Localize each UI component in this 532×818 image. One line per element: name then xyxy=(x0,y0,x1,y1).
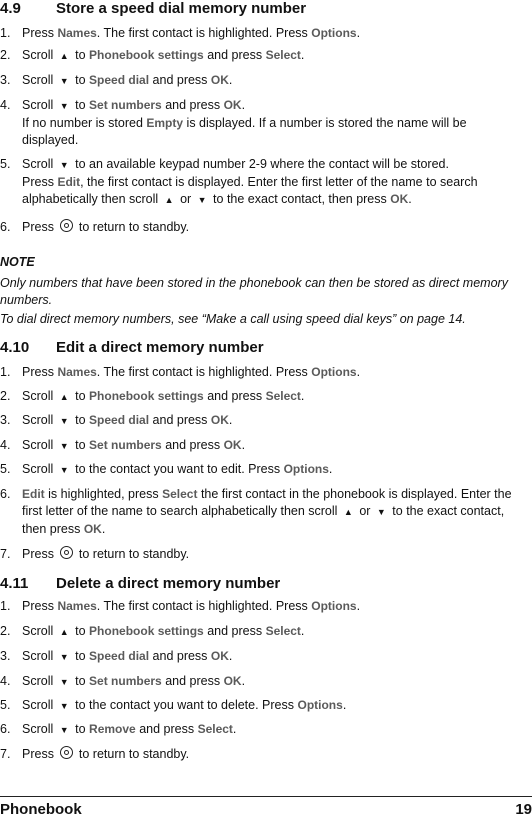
step-body xyxy=(22,673,522,691)
step-text: to xyxy=(71,413,90,427)
instruction-step xyxy=(0,219,522,236)
ui-label: OK xyxy=(223,438,242,452)
ui-label: Edit xyxy=(57,175,81,189)
note-line: To dial direct memory numbers, see “Make a call using speed dial keys” on page 14. xyxy=(0,312,466,326)
step-text: and press xyxy=(135,722,198,736)
instruction-step xyxy=(0,47,522,65)
step-body xyxy=(22,697,522,715)
instruction-step xyxy=(0,412,522,430)
step-text: . The first contact is highlighted. Press xyxy=(96,365,312,379)
arrow-down-icon: ▼ xyxy=(59,416,69,426)
ui-label: OK xyxy=(210,413,229,427)
step-body xyxy=(22,72,522,90)
step-number: 7. xyxy=(0,547,11,561)
arrow-down-icon: ▼ xyxy=(59,725,69,735)
step-body xyxy=(22,97,522,149)
ui-label: Select xyxy=(197,722,233,736)
instruction-step xyxy=(0,156,522,209)
ui-label: Options xyxy=(283,462,329,476)
step-detail xyxy=(22,115,522,149)
step-text: Press xyxy=(22,547,58,561)
footer-rule xyxy=(0,796,532,797)
step-text: and press xyxy=(149,649,211,663)
section-title: Store a speed dial memory number xyxy=(56,0,307,17)
ui-label: Phonebook settings xyxy=(89,624,204,638)
section-heading xyxy=(0,0,522,18)
step-body xyxy=(22,25,522,42)
step-number: 3. xyxy=(0,73,11,87)
step-text: . xyxy=(356,26,361,40)
end-call-key-icon xyxy=(60,219,73,232)
section-number: 4.11 xyxy=(0,575,29,592)
instruction-step xyxy=(0,461,522,479)
instruction-step xyxy=(0,97,522,149)
step-text: . The first contact is highlighted. Press xyxy=(96,26,312,40)
step-body xyxy=(22,746,522,763)
instruction-step xyxy=(0,623,522,641)
page-number: 19 xyxy=(515,801,532,818)
instruction-step xyxy=(0,364,522,381)
ui-label: Phonebook settings xyxy=(89,48,204,62)
step-text: to xyxy=(71,722,90,736)
instruction-step xyxy=(0,721,522,739)
ui-label: Speed dial xyxy=(89,73,150,87)
step-text: . The first contact is highlighted. Press xyxy=(96,599,312,613)
step-text: to the exact contact, then press xyxy=(209,192,391,206)
note-line: Only numbers that have been stored in the phonebook can then be stored as direct memory numbers. xyxy=(0,276,508,307)
instruction-step xyxy=(0,437,522,455)
ui-label: Speed dial xyxy=(89,649,150,663)
instruction-step xyxy=(0,673,522,691)
ui-label: Speed dial xyxy=(89,413,150,427)
ui-label: Remove xyxy=(89,722,136,736)
step-text: and press xyxy=(149,73,211,87)
ui-label: Options xyxy=(311,599,357,613)
step-number: 5. xyxy=(0,157,11,171)
step-text: Press xyxy=(22,26,58,40)
step-text: Scroll xyxy=(22,698,57,712)
step-text: Scroll xyxy=(22,389,57,403)
page-footer xyxy=(0,801,532,818)
step-text: and press xyxy=(161,98,224,112)
step-text: . xyxy=(241,98,246,112)
step-number: 2. xyxy=(0,389,11,403)
step-detail xyxy=(22,174,522,209)
step-text: Scroll xyxy=(22,438,57,452)
step-body xyxy=(22,486,522,538)
step-body xyxy=(22,388,522,406)
step-text: to return to standby. xyxy=(75,547,190,561)
step-number: 7. xyxy=(0,747,11,761)
step-text: to the contact you want to edit. Press xyxy=(71,462,284,476)
ui-label: OK xyxy=(210,649,229,663)
note-block xyxy=(0,255,522,328)
step-text: . xyxy=(356,599,361,613)
step-text: and press xyxy=(203,48,266,62)
step-text: to return to standby. xyxy=(75,747,190,761)
step-text: . xyxy=(408,192,412,206)
arrow-up-icon: ▲ xyxy=(343,507,353,517)
step-body xyxy=(22,156,522,209)
arrow-down-icon: ▼ xyxy=(59,441,69,451)
step-body xyxy=(22,623,522,641)
step-body xyxy=(22,598,522,615)
step-text: to xyxy=(71,48,90,62)
step-text: to xyxy=(71,98,90,112)
step-text: . xyxy=(300,624,305,638)
step-text: or xyxy=(355,504,374,518)
step-body xyxy=(22,437,522,455)
step-text: Press xyxy=(22,365,58,379)
step-number: 1. xyxy=(0,599,11,613)
arrow-down-icon: ▼ xyxy=(59,465,69,475)
end-call-key-icon xyxy=(60,746,73,759)
step-text: . xyxy=(228,73,233,87)
step-number: 2. xyxy=(0,48,11,62)
step-text: . xyxy=(342,698,347,712)
step-body xyxy=(22,648,522,666)
step-number: 3. xyxy=(0,413,11,427)
step-text: Scroll xyxy=(22,98,57,112)
section-store-speed-dial xyxy=(0,0,522,234)
footer-chapter: Phonebook xyxy=(0,801,82,818)
ui-label: Set numbers xyxy=(89,438,162,452)
step-body xyxy=(22,546,522,563)
step-text: Press xyxy=(22,175,58,189)
instruction-step xyxy=(0,648,522,666)
step-text: . xyxy=(300,48,305,62)
step-text: Scroll xyxy=(22,624,57,638)
step-text: Press xyxy=(22,220,58,234)
ui-label: Set numbers xyxy=(89,674,162,688)
arrow-down-icon: ▼ xyxy=(59,76,69,86)
step-text: . xyxy=(356,365,361,379)
step-text: and press xyxy=(161,674,224,688)
ui-label: Options xyxy=(311,26,357,40)
instruction-step xyxy=(0,546,522,563)
arrow-down-icon: ▼ xyxy=(59,652,69,662)
section-heading xyxy=(0,339,522,357)
step-text: If no number is stored xyxy=(22,116,147,130)
instruction-step xyxy=(0,25,522,42)
step-number: 6. xyxy=(0,220,11,234)
ui-label: Select xyxy=(265,48,301,62)
instruction-step xyxy=(0,746,522,763)
arrow-up-icon: ▲ xyxy=(164,195,174,205)
step-text: to the contact you want to delete. Press xyxy=(71,698,298,712)
step-number: 6. xyxy=(0,722,11,736)
step-text: and press xyxy=(161,438,224,452)
step-text: . xyxy=(241,438,246,452)
step-text: Press xyxy=(22,747,58,761)
step-text: the first contact in the phonebook is displayed. Enter the first letter of the name to search alphabetically then scroll xyxy=(22,487,512,518)
step-body xyxy=(22,461,522,479)
arrow-down-icon: ▼ xyxy=(376,507,386,517)
arrow-up-icon: ▲ xyxy=(59,51,69,61)
ui-label: Options xyxy=(311,365,357,379)
instruction-step xyxy=(0,598,522,615)
ui-label: OK xyxy=(83,522,102,536)
step-text: . xyxy=(328,462,333,476)
note-title: NOTE xyxy=(0,255,35,269)
instruction-step xyxy=(0,697,522,715)
step-text: . xyxy=(241,674,246,688)
instruction-step xyxy=(0,72,522,90)
section-title: Delete a direct memory number xyxy=(56,575,281,592)
step-number: 4. xyxy=(0,674,11,688)
step-text: . xyxy=(228,413,233,427)
step-body xyxy=(22,721,522,739)
ui-label: Phonebook settings xyxy=(89,389,204,403)
step-text: and press xyxy=(149,413,211,427)
step-text: Scroll xyxy=(22,722,57,736)
arrow-down-icon: ▼ xyxy=(59,701,69,711)
step-text: to return to standby. xyxy=(75,220,190,234)
step-text: is displayed. If a number is stored the name will be displayed. xyxy=(22,116,467,147)
step-text: to an available keypad number 2-9 where the contact will be stored. xyxy=(71,157,449,171)
step-number: 6. xyxy=(0,487,11,501)
step-text: Scroll xyxy=(22,462,57,476)
step-text: or xyxy=(176,192,195,206)
ui-label: OK xyxy=(223,674,242,688)
arrow-up-icon: ▲ xyxy=(59,392,69,402)
ui-label: Names xyxy=(57,26,97,40)
section-number: 4.9 xyxy=(0,0,21,17)
step-body xyxy=(22,364,522,381)
ui-label: Select xyxy=(265,389,301,403)
step-text: Scroll xyxy=(22,48,57,62)
step-text: Press xyxy=(22,599,58,613)
ui-label: Edit xyxy=(22,487,45,501)
step-text: to xyxy=(71,438,90,452)
ui-label: Names xyxy=(57,365,97,379)
ui-label: Select xyxy=(162,487,198,501)
arrow-down-icon: ▼ xyxy=(197,195,207,205)
arrow-up-icon: ▲ xyxy=(59,627,69,637)
instruction-step xyxy=(0,388,522,406)
step-number: 4. xyxy=(0,438,11,452)
section-delete-direct-memory xyxy=(0,575,522,761)
ui-label: OK xyxy=(390,192,409,206)
step-number: 5. xyxy=(0,698,11,712)
step-number: 4. xyxy=(0,98,11,112)
step-number: 3. xyxy=(0,649,11,663)
instruction-step xyxy=(0,486,522,538)
step-text: to xyxy=(71,649,90,663)
ui-label: Select xyxy=(265,624,301,638)
step-text: to xyxy=(71,624,90,638)
arrow-down-icon: ▼ xyxy=(59,677,69,687)
step-text: Scroll xyxy=(22,73,57,87)
step-text: and press xyxy=(203,624,266,638)
step-number: 1. xyxy=(0,26,11,40)
step-number: 5. xyxy=(0,462,11,476)
step-text: Scroll xyxy=(22,157,57,171)
step-text: Scroll xyxy=(22,649,57,663)
ui-label: Options xyxy=(297,698,343,712)
section-number: 4.10 xyxy=(0,339,30,356)
section-edit-direct-memory xyxy=(0,339,522,561)
step-text: and press xyxy=(203,389,266,403)
step-number: 2. xyxy=(0,624,11,638)
step-text: Scroll xyxy=(22,413,57,427)
step-text: to xyxy=(71,73,90,87)
step-number: 1. xyxy=(0,365,11,379)
section-heading xyxy=(0,575,522,593)
arrow-down-icon: ▼ xyxy=(59,101,69,111)
end-call-key-icon xyxy=(60,546,73,559)
step-text: . xyxy=(300,389,305,403)
step-text: to xyxy=(71,674,90,688)
section-title: Edit a direct memory number xyxy=(56,339,264,356)
ui-label: OK xyxy=(223,98,242,112)
step-text: , the first contact is displayed. Enter the first letter of the name to search alphabetically then scroll xyxy=(22,175,478,206)
step-text: . xyxy=(228,649,233,663)
ui-label: OK xyxy=(210,73,229,87)
step-body xyxy=(22,219,522,236)
ui-label: Names xyxy=(57,599,97,613)
step-body xyxy=(22,47,522,65)
step-body xyxy=(22,412,522,430)
step-text: . xyxy=(101,522,106,536)
ui-label: Set numbers xyxy=(89,98,162,112)
step-text: Scroll xyxy=(22,674,57,688)
step-text: to xyxy=(71,389,90,403)
ui-label: Empty xyxy=(146,116,184,130)
step-text: . xyxy=(232,722,237,736)
step-text: to the exact contact, then press xyxy=(22,504,505,536)
arrow-down-icon: ▼ xyxy=(59,160,69,170)
step-text: is highlighted, press xyxy=(44,487,163,501)
